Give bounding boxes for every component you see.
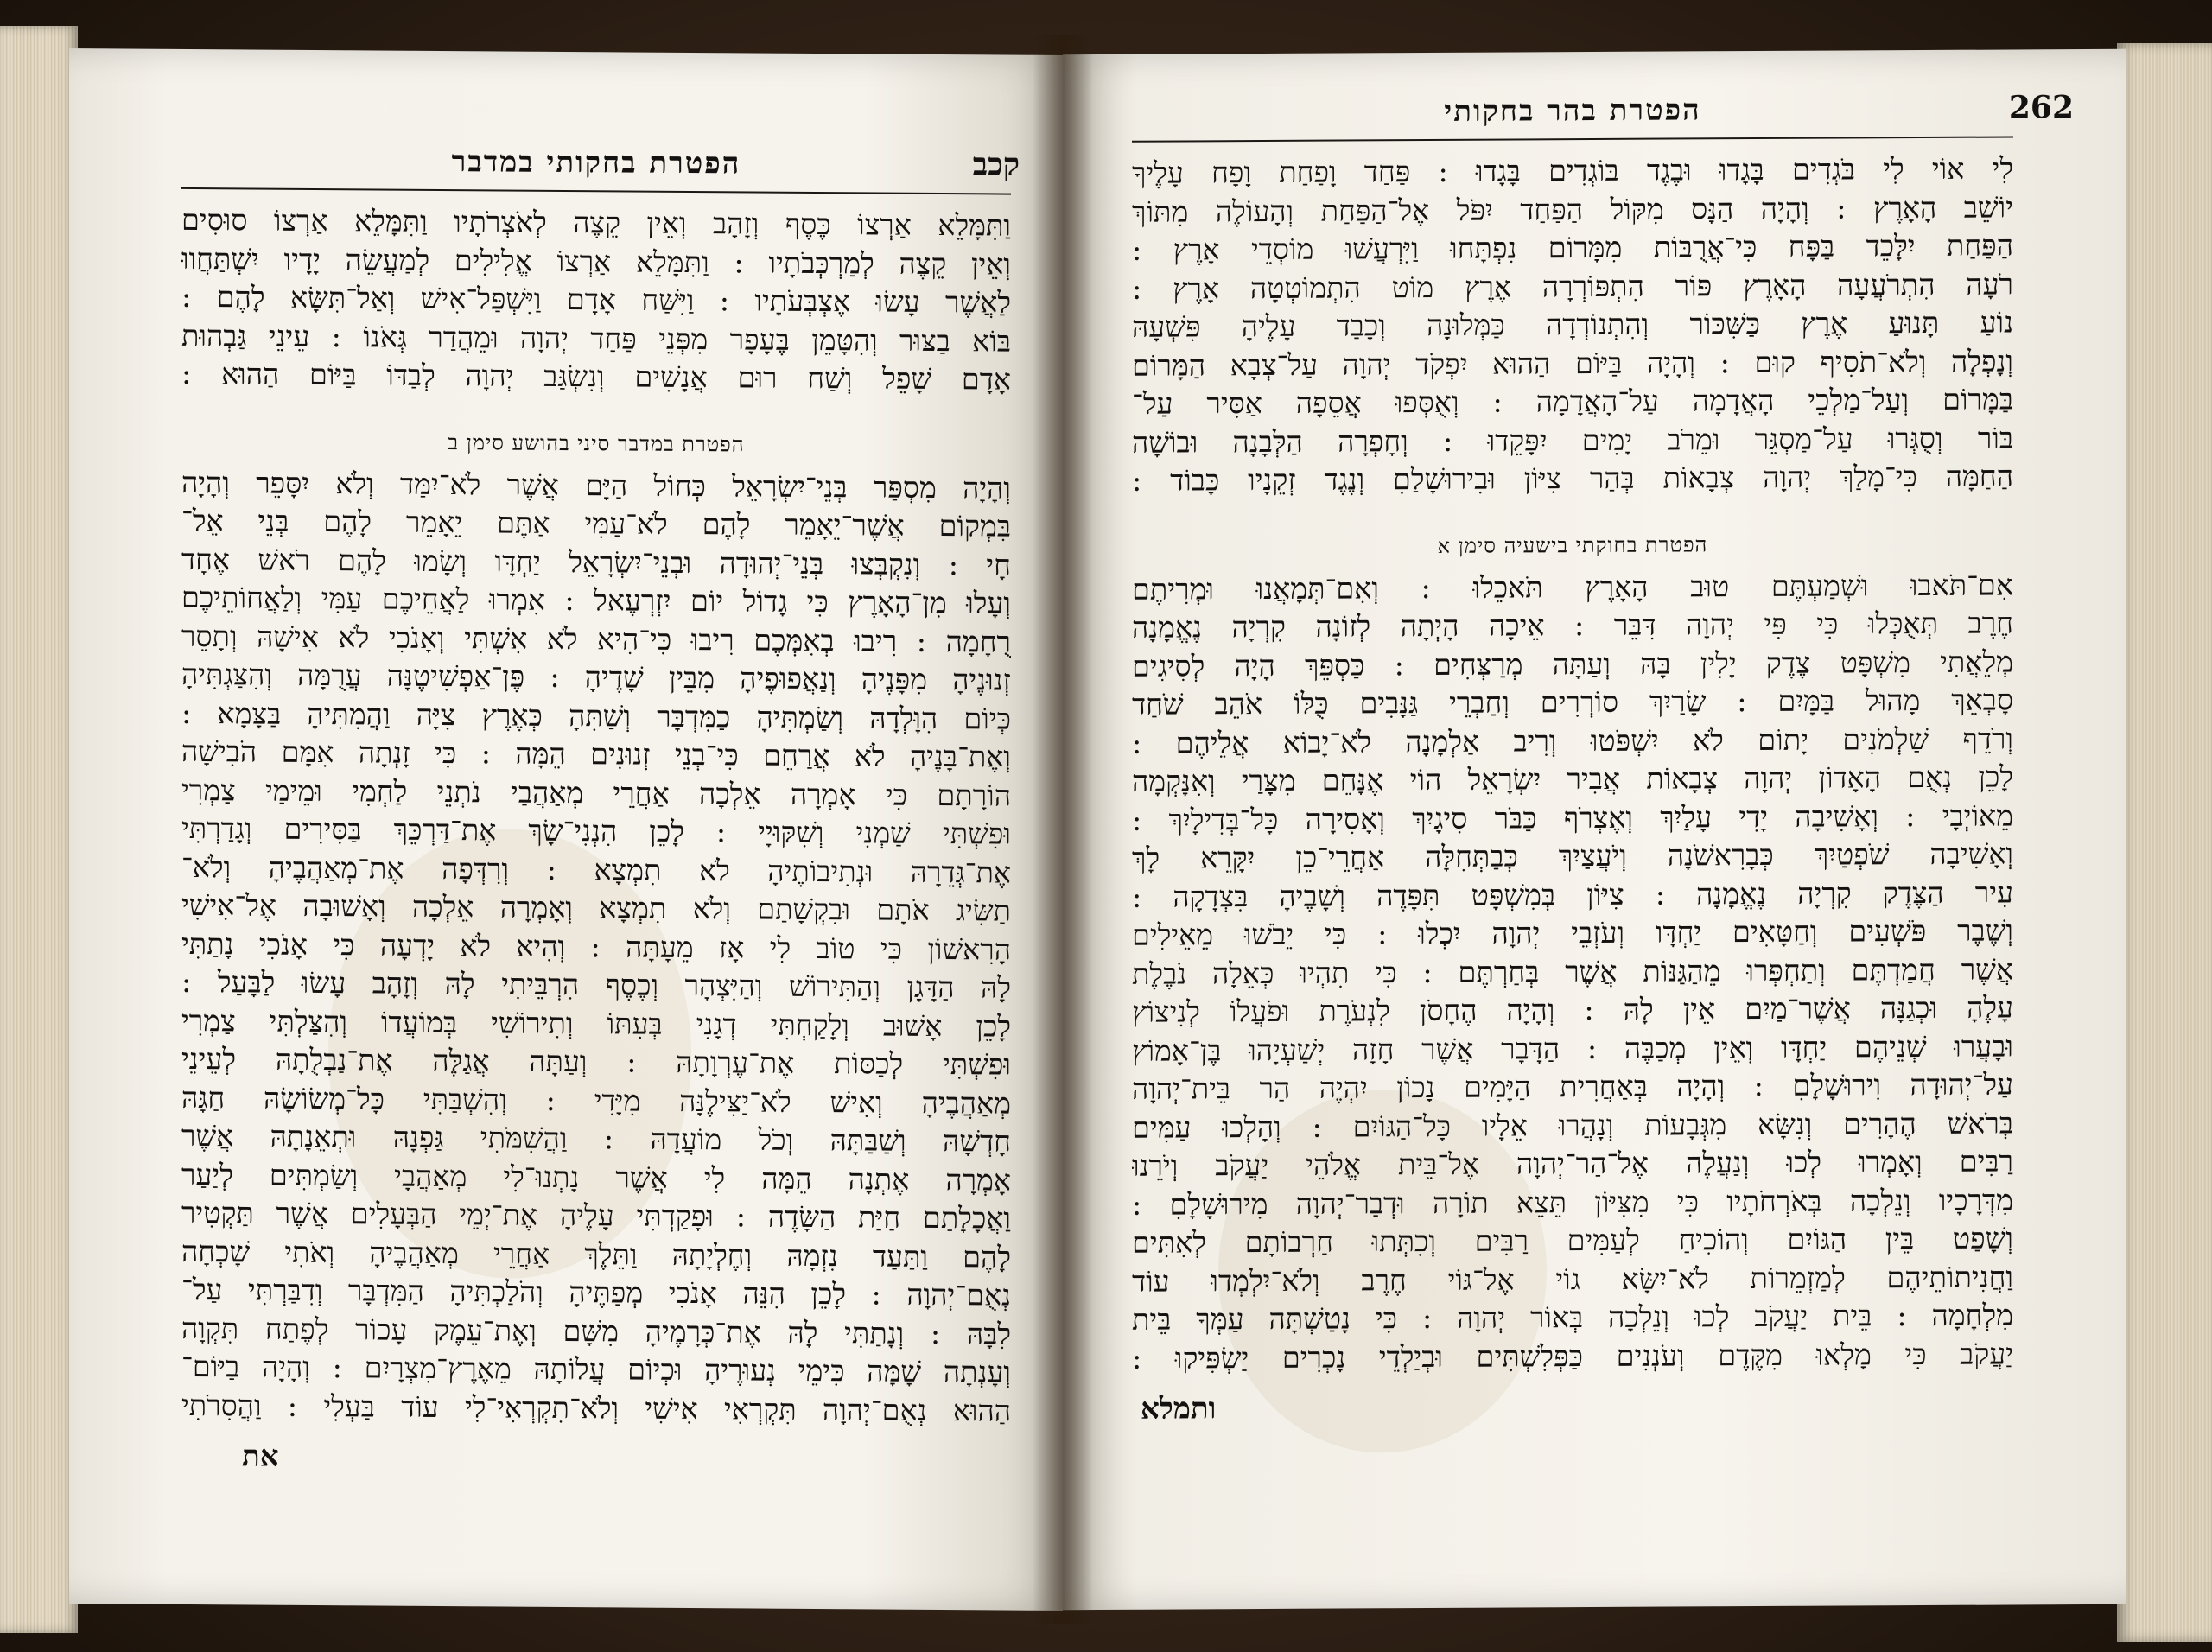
text-line: וְנָפְלָה וְלֹא־תֹסִיף קוּם : וְהָיָה בַּיּוֹם הַהוּא יִפְקֹד יְהוָה עַל־צְבָא הַמָּרוֹם bbox=[1132, 343, 2013, 383]
text-line: נְאֻם־יְהוָה : לָכֵן הִנֵּה אָנֹכִי מְפַתֶּיהָ וְהֹלַכְתִּיהָ הַמִּדְבָּר וְדִבַּרְתִּי עַל־ bbox=[181, 1272, 1011, 1312]
text-line: לִי אוֹי לִי בֹּגְדִים בָּגָדוּ וּבֶגֶד בּוֹגְדִים בָּגָדוּ : פַּחַד וָפַחַת וָפָח עָלֶיךָ bbox=[1132, 151, 2013, 190]
text-line: אָמְרָה אֶתְנָה הֵמָּה לִי אֲשֶׁר נָתְנוּ־לִי מְאַהֲבָי וְשַׂמְתִּים לְיַעַר bbox=[181, 1157, 1011, 1198]
left-catchword: את bbox=[242, 1439, 279, 1474]
text-line: וַחֲנִיתוֹתֵיהֶם לְמַזְמֵרוֹת לֹא־יִשָּׂא גוֹי אֶל־גּוֹי חֶרֶב וְלֹא־יִלְמְדוּ עוֹד bbox=[1132, 1259, 2013, 1299]
left-folio: קכב bbox=[972, 146, 1020, 183]
text-line: עִיר הַצֶּדֶק קִרְיָה נֶאֱמָנָה : צִיּוֹן בְּמִשְׁפָּט תִּפָּדֶה וְשָׁבֶיהָ בִּצְדָקָה : bbox=[1132, 874, 2013, 914]
text-line: חֶרֶב תְּאֻכְּלוּ כִּי פִּי יְהוָה דִּבֵּר : אֵיכָה הָיְתָה לְזוֹנָה קִרְיָה נֶאֱמָנָה bbox=[1132, 606, 2013, 645]
text-line: וְאָשִׁיבָה שֹׁפְטַיִךְ כְּבָרִאשֹׁנָה וְיֹעֲצַיִךְ כְּבַתְּחִלָּה אַחֲרֵי־כֵן יִקָּרֵא לָךְ bbox=[1132, 836, 2013, 875]
text-line: כְּיוֹם הִוָּלְדָהּ וְשַׂמְתִּיהָ כַמִּדְבָּר וְשַׁתִּהָ כְּאֶרֶץ צִיָּה וַהֲמִתִּיהָ בַּצָּמָא : bbox=[181, 696, 1011, 736]
text-line: לָכֵן אָשׁוּב וְלָקַחְתִּי דְגָנִי בְּעִתּוֹ וְתִירוֹשִׁי בְּמוֹעֲדוֹ וְהִצַּלְתִּי צַמְרִי bbox=[181, 1003, 1011, 1044]
text-line: סָבְאֵךְ מָהוּל בַּמָּיִם : שָׂרַיִךְ סוֹרְרִים וְחַבְרֵי גַּנָּבִים כֻּלּוֹ אֹהֵב שֹׁחַד bbox=[1132, 683, 2013, 721]
text-line: וְשָׁפַט בֵּין הַגּוֹיִם וְהוֹכִיחַ לְעַמִּים רַבִּים וְכִתְּתוּ חַרְבוֹתָם לְאִתִּים bbox=[1132, 1221, 2013, 1260]
text-line: מֵאוֹיְבָי : וְאָשִׁיבָה יָדִי עָלַיִךְ וְאֶצְרֹף כַּבֹּר סִיגָיִךְ וְאָסִירָה כָּל־בְּדִילָיִךְ : bbox=[1132, 797, 2013, 837]
right-page-header bbox=[1132, 84, 2074, 142]
left-section-title: הפטרת במדבר סיני בהושע סימן ב bbox=[448, 429, 745, 456]
text-line: הַחַמָּה כִּי־מָלַךְ יְהוָה צְבָאוֹת בְּהַר צִיּוֹן וּבִירוּשָׁלַםִ וְנֶגֶד זְקֵנָיו כָּבוֹד : bbox=[1132, 459, 2013, 498]
text-line: אִם־תֹּאבוּ וּשְׁמַעְתֶּם טוּב הָאָרֶץ תֹּאכֵלוּ : וְאִם־תְּמָאֲנוּ וּמְרִיתֶם bbox=[1132, 567, 2013, 607]
right-catchword: ותמלא bbox=[1141, 1391, 1217, 1426]
text-line: יַעֲקֹב כִּי מָלְאוּ מִקֶּדֶם וְעֹנְנִים כַּפְּלִשְׁתִּים וּבְיַלְדֵי נָכְרִים יַשְׂפִּיקוּ : bbox=[1132, 1336, 2013, 1376]
right-top-text bbox=[1132, 149, 2013, 500]
text-line: לַאֲשֶׁר עָשׂוּ אֶצְבְּעֹתָיו : וַיִּשַּׁח אָדָם וַיִּשְׁפַּל־אִישׁ וְאַל־תִּשָּׂא לָהֶם : bbox=[181, 279, 1011, 320]
page-edges-left bbox=[0, 26, 78, 1633]
right-section-text bbox=[1132, 566, 2013, 1378]
text-line: לִבָּהּ : וְנָתַתִּי לָהּ אֶת־כְּרָמֶיהָ מִשָּׁם וְאֶת־עֵמֶק עָכוֹר לְפֶתַח תִּקְוָה bbox=[181, 1311, 1011, 1351]
right-folio: 262 bbox=[2008, 89, 2074, 126]
text-line: וּפִשְׁתִּי שַׁמְנִי וְשִׁקּוּיָי : לָכֵן הִנְנִי־שָׂךְ אֶת־דַּרְכֵּךְ בַּסִּירִים וְגָדַרְתִּי bbox=[181, 810, 1011, 851]
left-top-text bbox=[181, 201, 1011, 399]
text-line: זְנוּנֶיהָ מִפָּנֶיהָ וְנַאֲפוּפֶיהָ מִבֵּין שָׁדֶיהָ : פֶּן־אַפְשִׁיטֶנָּה עֲרֻמָּה וְהִצַּגְתִּיהָ bbox=[181, 657, 1011, 697]
text-line: וְאֶת־בָּנֶיהָ לֹא אֲרַחֵם כִּי־בְנֵי זְנוּנִים הֵמָּה : כִּי זָנְתָה אִמָּם הֹבִישָׁה bbox=[181, 734, 1011, 774]
text-line: וְעָנְתָה שָׁמָּה כִּימֵי נְעוּרֶיהָ וּכְיוֹם עֲלוֹתָהּ מֵאֶרֶץ־מִצְרָיִם : וְהָיָה בַיּוֹם־ bbox=[181, 1349, 1011, 1389]
text-line: יוֹשֵׁב הָאָרֶץ : וְהָיָה הַנָּס מִקּוֹל הַפַּחַד יִפֹּל אֶל־הַפַּחַת וְהָעוֹלֶה מִתּוֹךְ bbox=[1132, 189, 2013, 229]
text-line: לָהֶם וַתַּעַד נִזְמָהּ וְחֶלְיָתָהּ וַתֵּלֶךְ אַחֲרֵי מְאַהֲבֶיהָ וְאֹתִי שָׁכְחָה bbox=[181, 1234, 1011, 1274]
text-line: בִּמְקוֹם אֲשֶׁר־יֵאָמֵר לָהֶם לֹא־עַמִּי אַתֶּם יֵאָמֵר לָהֶם בְּנֵי אֵל־ bbox=[181, 503, 1011, 543]
left-running-head: הפטרת בחקותי במדבר bbox=[451, 144, 741, 181]
left-page-content bbox=[181, 136, 1020, 1479]
text-line: מִלְחָמָה : בֵּית יַעֲקֹב לְכוּ וְנֵלְכָה בְּאוֹר יְהוָה : כִּי נָטַשְׁתָּה עַמְּךָ בֵּית bbox=[1132, 1298, 2013, 1337]
right-page bbox=[1063, 49, 2126, 1610]
text-line: עָלֶהָ וּכְגַנָּה אֲשֶׁר־מַיִם אֵין לָהּ : וְהָיָה הֶחָסֹן לִנְעֹרֶת וּפֹעֲלוֹ לְנִיצוֹץ bbox=[1132, 990, 2013, 1029]
left-page-header bbox=[181, 136, 1020, 195]
book-gutter bbox=[1033, 35, 1093, 1624]
text-line: עַל־יְהוּדָה וִירוּשָׁלָםִ : וְהָיָה בְּאַחֲרִית הַיָּמִים נָכוֹן יִהְיֶה הַר בֵּית־יְהוָה bbox=[1132, 1067, 2013, 1106]
text-line: אֶת־גְּדֵרָהּ וּנְתִיבוֹתֶיהָ לֹא תִמְצָא : וְרִדְּפָה אֶת־מְאַהֲבֶיהָ וְלֹא־ bbox=[181, 849, 1011, 890]
text-line: רַבִּים וְאָמְרוּ לְכוּ וְנַעֲלֶה אֶל־הַר־יְהוָה אֶל־בֵּית אֱלֹהֵי יַעֲקֹב וְיֹרֵנוּ bbox=[1132, 1144, 2013, 1183]
text-line: אָדָם שָׁפֵל וְשַׁח רוּם אֲנָשִׁים וְנִשְׂגַּב יְהוָה לְבַדּוֹ בַּיּוֹם הַהוּא : bbox=[181, 356, 1011, 397]
text-line: הָרִאשׁוֹן כִּי טוֹב לִי אָז מֵעָתָּה : וְהִיא לֹא יָדְעָה כִּי אָנֹכִי נָתַתִּי bbox=[181, 926, 1011, 967]
right-running-head: הפטרת בהר בחקותי bbox=[1444, 92, 1701, 129]
text-line: וְאֵין קֵצֶה לְמַרְכְּבֹתָיו : וַתִּמָּלֵא אַרְצוֹ אֱלִילִים לְמַעֲשֵׂה יָדָיו יִשְׁתַּחֲווּ bbox=[181, 241, 1011, 282]
text-line: וַתִּמָּלֵא אַרְצוֹ כֶּסֶף וְזָהָב וְאֵין קֵצֶה לְאֹצְרֹתָיו וַתִּמָּלֵא אַרְצוֹ סוּסִים bbox=[181, 202, 1011, 243]
left-section-text bbox=[181, 463, 1011, 1430]
text-line: לָכֵן נְאֻם הָאָדוֹן יְהוָה צְבָאוֹת אֲבִיר יִשְׂרָאֵל הוֹי אֶנָּחֵם מִצָּרַי וְאִנָּקְמָה bbox=[1132, 759, 2013, 798]
text-line: וְעָלוּ מִן־הָאָרֶץ כִּי גָדוֹל יוֹם יִזְרְעֶאל : אִמְרוּ לַאֲחֵיכֶם עַמִּי וְלַאֲחוֹתֵיכֶם bbox=[181, 580, 1011, 620]
text-line: מְלֵאֲתִי מִשְׁפָּט צֶדֶק יָלִין בָּהּ וְעַתָּה מְרַצְּחִים : כַּסְפֵּךְ הָיָה לְסִיגִים bbox=[1132, 644, 2013, 683]
text-line: בּוֹא בַצּוּר וְהִטָּמֵן בֶּעָפָר מִפְּנֵי פַּחַד יְהוָה וּמֵהֲדַר גְּאֹנוֹ : עֵינֵי גַּבְהוּת bbox=[181, 318, 1011, 359]
text-line: חָדְשָׁהּ וְשַׁבַּתָּהּ וְכֹל מוֹעֲדָהּ : וַהֲשִׁמֹּתִי גַּפְנָהּ וּתְאֵנָתָהּ אֲשֶׁר bbox=[181, 1118, 1011, 1159]
text-line: אֲשֶׁר חֲמַדְתֶּם וְתַחְפְּרוּ מֵהַגַּנּוֹת אֲשֶׁר בְּחַרְתֶּם : כִּי תִהְיוּ כְּאֵלָה נֹבֶלֶת bbox=[1132, 951, 2013, 991]
text-line: וַאֲכָלָתַם חַיַּת הַשָּׂדֶה : וּפָקַדְתִּי עָלֶיהָ אֶת־יְמֵי הַבְּעָלִים אֲשֶׁר תַּקְטִיר bbox=[181, 1195, 1011, 1236]
text-line: הַפַּחַת יִלָּכֵד בַּפָּח כִּי־אֲרֻבּוֹת מִמָּרוֹם נִפְתָּחוּ וַיִּרְעֲשׁוּ מוֹסְדֵי אָרֶץ : bbox=[1132, 228, 2013, 267]
text-line: הַהוּא נְאֻם־יְהוָה תִּקְרְאִי אִישִׁי וְלֹא־תִקְרְאִי־לִי עוֹד בַּעְלִי : וַהֲסִרֹתִי bbox=[181, 1388, 1011, 1428]
text-line: מְאַהֲבֶיהָ וְאִישׁ לֹא־יַצִּילֶנָּה מִיָּדִי : וְהִשְׁבַּתִּי כָּל־מְשׂוֹשָׂהּ חַגָּהּ bbox=[181, 1080, 1011, 1121]
page-edges-right bbox=[2117, 43, 2212, 1642]
text-line: לָהּ הַדָּגָן וְהַתִּירוֹשׁ וְהַיִּצְהָר וְכֶסֶף הִרְבֵּיתִי לָהּ וְזָהָב עָשׂוּ לַבָּעַל : bbox=[181, 964, 1011, 1005]
left-page bbox=[69, 48, 1063, 1611]
text-line: וְרֹדֵף שַׁלְמֹנִים יָתוֹם לֹא יִשְׁפֹּטוּ וְרִיב אַלְמָנָה לֹא־יָבוֹא אֲלֵיהֶם : bbox=[1132, 721, 2013, 760]
text-line: וְשֶׁבֶר פֹּשְׁעִים וְחַטָּאִים יַחְדָּו וְעֹזְבֵי יְהוָה יִכְלוּ : כִּי יֵבֹשׁוּ מֵאֵילִים bbox=[1132, 913, 2013, 952]
text-line: הוֹרָתָם כִּי אָמְרָה אֵלְכָה אַחֲרֵי מְאַהֲבַי נֹתְנֵי לַחְמִי וּמֵימַי צַמְרִי bbox=[181, 772, 1011, 813]
text-line: מִדְּרָכָיו וְנֵלְכָה בְּאֹרְחֹתָיו כִּי מִצִּיּוֹן תֵּצֵא תוֹרָה וּדְבַר־יְהוָה מִירוּשָׁלָםִ : bbox=[1132, 1182, 2013, 1222]
text-line: בְּרֹאשׁ הֶהָרִים וְנִשָּׂא מִגְּבָעוֹת וְנָהֲרוּ אֵלָיו כָּל־הַגּוֹיִם : וְהָלְכוּ עַמִּים bbox=[1132, 1105, 2013, 1145]
right-section-title: הפטרת בחוקתי בישעיה סימן א bbox=[1437, 531, 1708, 558]
text-line: רֻחָמָה : רִיבוּ בְאִמְּכֶם רִיבוּ כִּי־הִיא לֹא אִשְׁתִּי וְאָנֹכִי לֹא אִישָׁהּ וְתָסֵר bbox=[181, 619, 1011, 659]
text-line: וּבָעֲרוּ שְׁנֵיהֶם יַחְדָּו וְאֵין מְכַבֶּה : הַדָּבָר אֲשֶׁר חָזָה יְשַׁעְיָהוּ בֶּן־אָמוֹץ bbox=[1132, 1028, 2013, 1068]
text-line: וְהָיָה מִסְפַּר בְּנֵי־יִשְׂרָאֵל כְּחוֹל הַיָּם אֲשֶׁר לֹא־יִמַּד וְלֹא יִסָּפֵר וְהָיָה bbox=[181, 465, 1011, 505]
text-line: נוֹעַ תָּנוּעַ אֶרֶץ כַּשִּׁכּוֹר וְהִתְנוֹדְדָה כַּמְּלוּנָה וְכָבַד עָלֶיהָ פִּשְׁעָהּ bbox=[1132, 305, 2013, 344]
text-line: רֹעָה הִתְרֹעֲעָה הָאָרֶץ פּוֹר הִתְפּוֹרְרָה אֶרֶץ מוֹט הִתְמוֹטְטָה אָרֶץ : bbox=[1132, 266, 2013, 306]
text-line: תַשִּׂיג אֹתָם וּבִקְשָׁתַם וְלֹא תִמְצָא וְאָמְרָה אֵלְכָה וְאָשׁוּבָה אֶל־אִישִׁי bbox=[181, 887, 1011, 928]
text-line: בּוֹר וְסֻגְּרוּ עַל־מַסְגֵּר וּמֵרֹב יָמִים יִפָּקֵדוּ : וְחָפְרָה הַלְּבָנָה וּבוֹשָׁה bbox=[1132, 420, 2013, 460]
text-line: וּפִשְׁתִּי לְכַסּוֹת אֶת־עֶרְוָתָהּ : וְעַתָּה אֲגַלֶּה אֶת־נַבְלֻתָהּ לְעֵינֵי bbox=[181, 1041, 1011, 1082]
text-line: בַּמָּרוֹם וְעַל־מַלְכֵי הָאֲדָמָה עַל־הָאֲדָמָה : וְאֻסְּפוּ אֲסֵפָה אַסִּיר עַל־ bbox=[1132, 382, 2013, 421]
text-line: חָי : וְנִקְבְּצוּ בְּנֵי־יְהוּדָה וּבְנֵי־יִשְׂרָאֵל יַחְדָּו וְשָׂמוּ לָהֶם רֹאשׁ אֶחָד bbox=[181, 542, 1011, 582]
right-page-content bbox=[1132, 84, 2074, 1426]
